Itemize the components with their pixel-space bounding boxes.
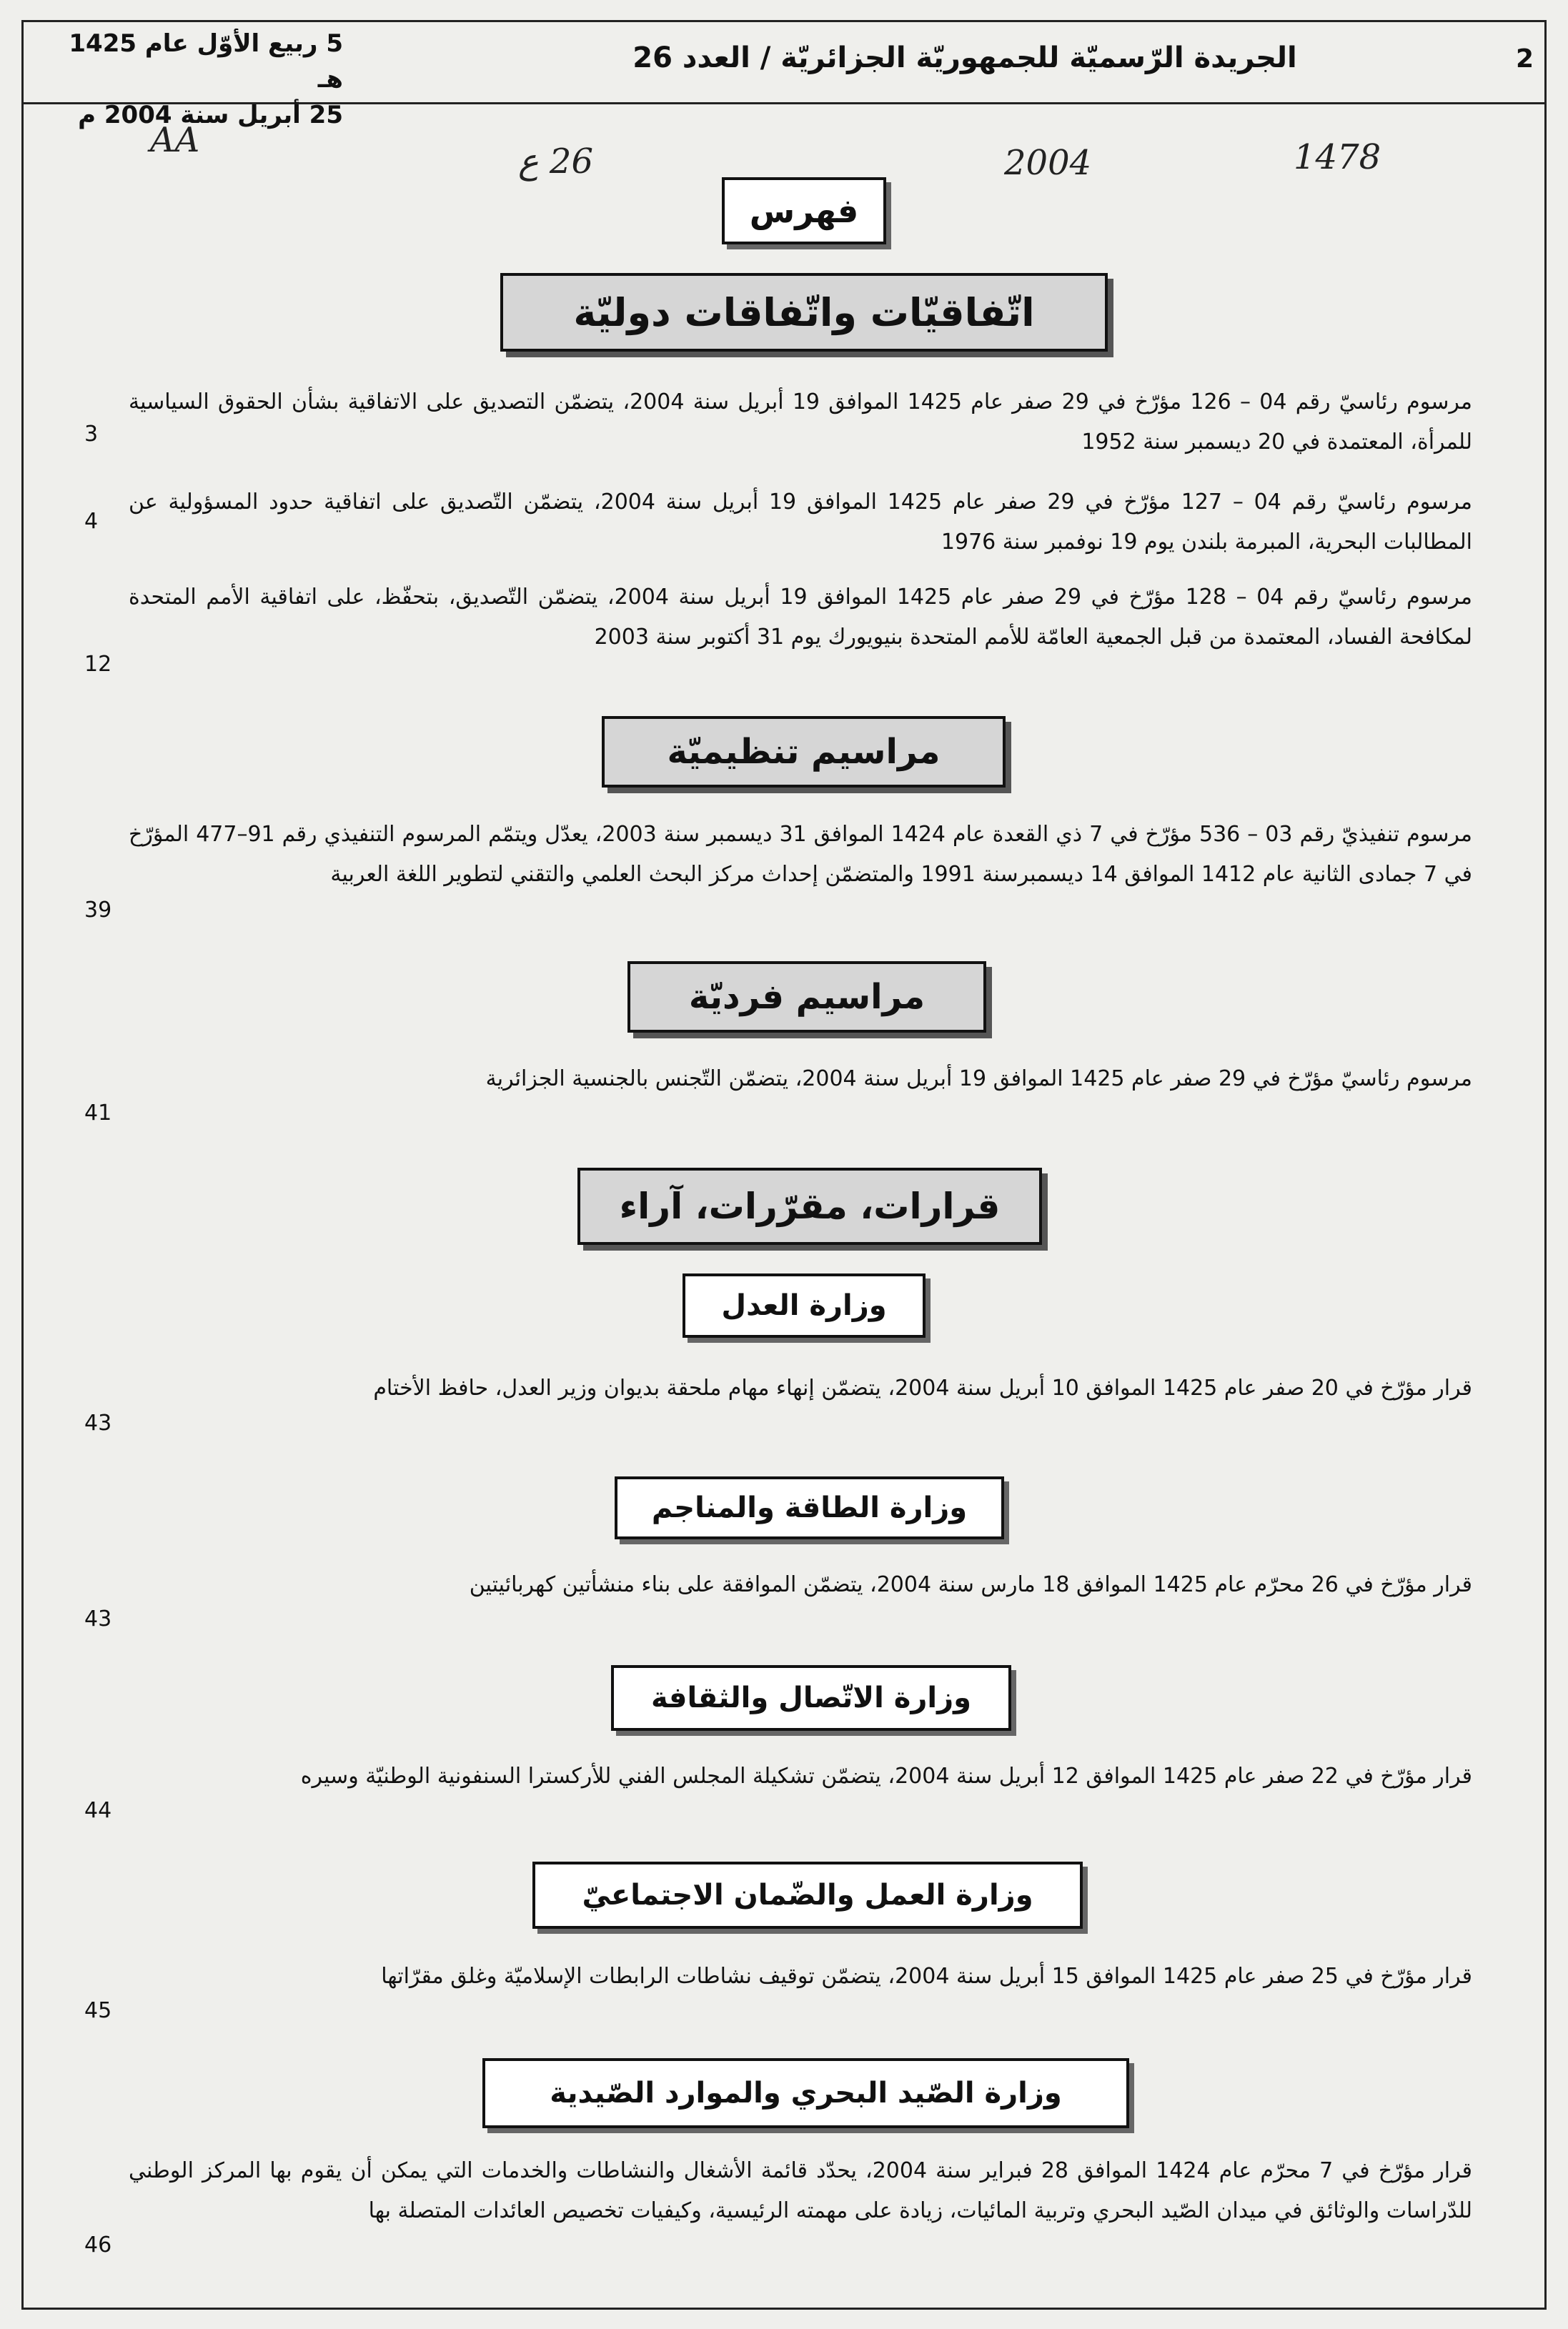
index-title: فهرس xyxy=(722,177,886,244)
ministry-title-communication: وزارة الاتّصال والثقافة xyxy=(611,1665,1011,1731)
handwritten-note-left: AA xyxy=(150,120,200,160)
ministry-title-fisheries: وزارة الصّيد البحري والموارد الصّيدية xyxy=(482,2058,1129,2128)
toc-entry: قرار مؤرّخ في 25 صفر عام 1425 الموافق 15 أبريل سنة 2004، يتضمّن توقيف نشاطات الرابطات الإسلاميّة وغلق مقرّاتها xyxy=(381,1964,1472,1989)
handwritten-note-number: 1478 xyxy=(1294,137,1381,177)
toc-entry: قرار مؤرّخ في 26 محرّم عام 1425 الموافق 18 مارس سنة 2004، يتضمّن الموافقة على بناء منشأتين كهربائيتين xyxy=(469,1572,1472,1597)
toc-entry-page: 45 xyxy=(84,1998,112,2023)
ministry-title-justice: وزارة العدل xyxy=(683,1273,926,1338)
journal-title: الجريدة الرّسميّة للجمهوريّة الجزائريّة / العدد 26 xyxy=(632,41,1297,74)
ministry-title-energy: وزارة الطاقة والمناجم xyxy=(615,1476,1004,1539)
toc-entry-page: 3 xyxy=(84,422,99,447)
toc-entry-page: 12 xyxy=(84,652,112,677)
section-title-executive-decrees: مراسيم تنظيميّة xyxy=(602,716,1006,788)
toc-entry-page: 43 xyxy=(84,1607,112,1632)
toc-entry-page: 43 xyxy=(84,1411,112,1436)
toc-entry: قرار مؤرّخ في 20 صفر عام 1425 الموافق 10 أبريل سنة 2004، يتضمّن إنهاء مهام ملحقة بديوان وزير العدل، حافظ الأختام xyxy=(373,1376,1472,1401)
section-title-international-agreements: اتّفاقيّات واتّفاقات دوليّة xyxy=(500,273,1108,352)
section-title-individual-decrees: مراسيم فرديّة xyxy=(627,961,986,1033)
toc-entry: قرار مؤرّخ في 22 صفر عام 1425 الموافق 12 أبريل سنة 2004، يتضمّن تشكيلة المجلس الفني للأركسترا السنفونية الوطنيّة وسيره xyxy=(300,1764,1472,1789)
toc-entry-page: 39 xyxy=(84,898,112,923)
header-date-gregorian: 25 أبريل سنة 2004 م xyxy=(78,101,343,129)
ministry-title-labour: وزارة العمل والضّمان الاجتماعيّ xyxy=(532,1862,1083,1929)
header-date xyxy=(43,26,343,133)
toc-entry-page: 41 xyxy=(84,1101,112,1126)
section-title-decisions: قرارات، مقرّرات، آراء xyxy=(577,1168,1042,1245)
toc-entry: مرسوم رئاسيّ مؤرّخ في 29 صفر عام 1425 الموافق 19 أبريل سنة 2004، يتضمّن التّجنس بالجنسية الجزائرية xyxy=(485,1066,1472,1091)
toc-entry: قرار مؤرّخ في 7 محرّم عام 1424 الموافق 28 فبراير سنة 2004، يحدّد قائمة الأشغال والنشاطات والخدمات التي يمكن أن يقوم بها المركز الوطني للدّراسات والوثائق في ميدان الصّيد البحري وتربية المائيات، زيادة على مهمته الرئيسية، وكيفيات تخصيص العائدات المتصلة بها xyxy=(129,2158,1472,2223)
toc-entry: مرسوم رئاسيّ رقم 04 – 128 مؤرّخ في 29 صفر عام 1425 الموافق 19 أبريل سنة 2004، يتضمّن التّصديق، بتحفّظ، على اتفاقية الأمم المتحدة لمكافحة الفساد، المعتمدة من قبل الجمعية العامّة للأمم المتحدة بنيويورك يوم 31 أكتوبر سنة 2003 xyxy=(129,585,1472,650)
toc-entry: مرسوم رئاسيّ رقم 04 – 127 مؤرّخ في 29 صفر عام 1425 الموافق 19 أبريل سنة 2004، يتضمّن التّصديق على اتفاقية حدود المسؤولية عن المطالبات البحرية، المبرمة بلندن يوم 19 نوفمبر سنة 1976 xyxy=(129,490,1472,555)
toc-entry-page: 44 xyxy=(84,1798,112,1823)
page-number: 2 xyxy=(1515,44,1534,74)
handwritten-note-year: 2004 xyxy=(1004,143,1092,183)
toc-entry-page: 46 xyxy=(84,2233,112,2258)
handwritten-note-middle: 26 ع xyxy=(518,141,593,182)
toc-entry: مرسوم تنفيذيّ رقم 03 – 536 مؤرّخ في 7 ذي القعدة عام 1424 الموافق 31 ديسمبر سنة 2003، يعدّل ويتمّم المرسوم التنفيذي رقم 91–477 المؤرّخ في 7 جمادى الثانية عام 1412 الموافق 14 ديسمبرسنة 1991 والمتضمّن إحداث مركز البحث العلمي والتقني لتطوير اللغة العربية xyxy=(129,822,1472,887)
toc-entry-page: 4 xyxy=(84,509,99,534)
header-date-hijri: 5 ربيع الأوّل عام 1425 هـ xyxy=(69,29,343,94)
toc-entry: مرسوم رئاسيّ رقم 04 – 126 مؤرّخ في 29 صفر عام 1425 الموافق 19 أبريل سنة 2004، يتضمّن التصديق على الاتفاقية بشأن الحقوق السياسية للمرأة، المعتمدة في 20 ديسمبر سنة 1952 xyxy=(129,389,1472,455)
